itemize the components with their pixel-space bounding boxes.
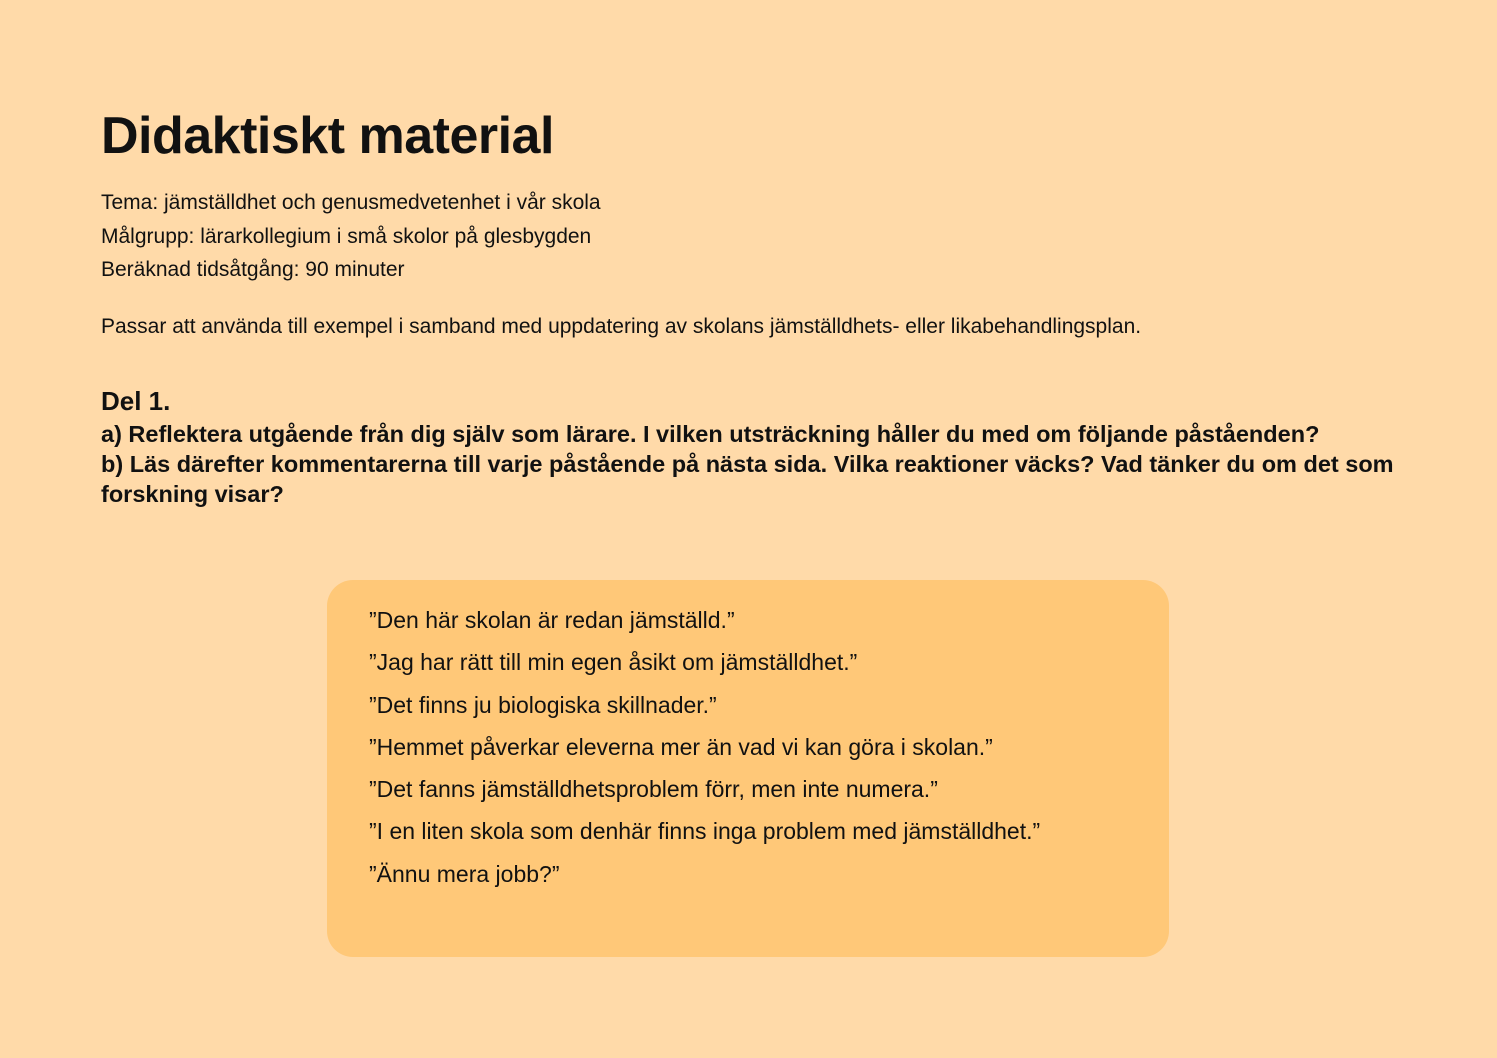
statement-item: ”Ännu mera jobb?” <box>369 860 560 887</box>
question-a: a) Reflektera utgående från dig själv som lärare. I vilken utsträckning håller du med om följande påståenden? <box>101 421 1320 447</box>
part-heading: Del 1. <box>101 386 171 416</box>
usage-note: Passar att använda till exempel i samband med uppdatering av skolans jämställdhets- eller likabehandlingsplan. <box>101 315 1142 338</box>
statement-item: ”Den här skolan är redan jämställd.” <box>369 607 735 633</box>
statements-list <box>369 599 1169 895</box>
meta-estimated-time: Beräknad tidsåtgång: 90 minuter <box>101 258 405 281</box>
statement-item: ”Hemmet påverkar eleverna mer än vad vi kan göra i skolan.” <box>369 733 993 760</box>
meta-info-list <box>101 186 601 287</box>
part-questions <box>101 419 1411 509</box>
page-title: Didaktiskt material <box>101 107 554 165</box>
statement-item: ”Det fanns jämställdhetsproblem förr, men inte numera.” <box>369 776 938 803</box>
statement-item: ”Jag har rätt till min egen åsikt om jämställdhet.” <box>369 649 858 676</box>
question-b: b) Läs därefter kommentarerna till varje påstående på nästa sida. Vilka reaktioner väcks? Vad tänker du om det som forskning visar? <box>101 451 1394 507</box>
statement-item: ”I en liten skola som denhär finns inga problem med jämställdhet.” <box>369 818 1041 845</box>
statement-item: ”Det finns ju biologiska skillnader.” <box>369 691 717 718</box>
meta-theme: Tema: jämställdhet och genusmedvetenhet i vår skola <box>101 191 601 214</box>
meta-target-group: Målgrupp: lärarkollegium i små skolor på glesbygden <box>101 224 592 248</box>
statements-box <box>327 580 1169 957</box>
